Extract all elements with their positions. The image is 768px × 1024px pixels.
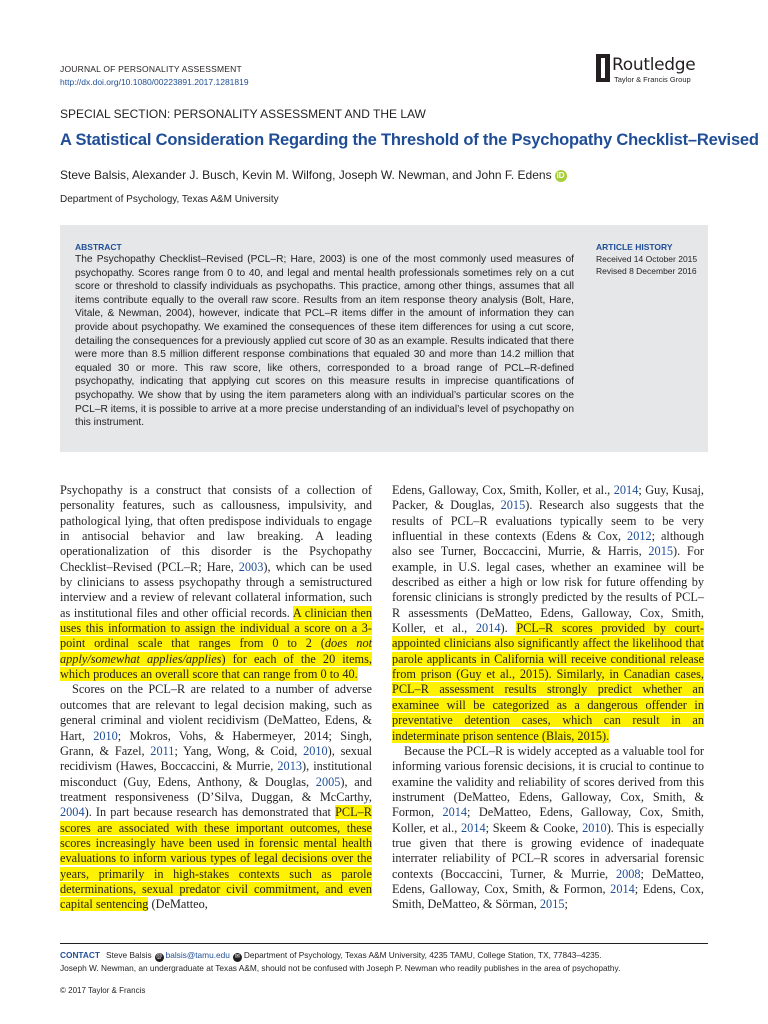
- text-run: ; although also see Turner, Boccaccini, Murrie, & Harris,: [392, 529, 705, 559]
- citation-link[interactable]: 2014: [461, 820, 486, 835]
- text-run: ; Mokros, Vohs, & Habermeyer, 2014; Singh, Grann, & Fazel,: [60, 728, 373, 758]
- copyright: © 2017 Taylor & Francis: [60, 986, 146, 995]
- text-run: Because the PCL–R is widely accepted as a valuable tool for informing various forensic decisions, it is crucial to continue to examine the validity and reliability of scores derived from this instrument (DeMatteo, Edens, Galloway, Cox, Smith, & Formon,: [392, 743, 704, 820]
- text-run: ) for each of the 20 items, which produces an overall score that can range from 0 to 40.: [60, 651, 372, 682]
- text-run: ). Research also suggests that the results of PCL–R evaluations typically seem to be very influential in these contexts (Edens & Cox,: [392, 498, 704, 544]
- highlighted-text: PCL–R scores provided by court-appointed clinicians also significantly affect the likelihood that parole applicants in California will receive conditional release from prison (Guy et al., 2015). Similarly, in Canadian cases, PCL–R assessment results strongly predict whether an examinee will be categorized as a dangerous offender in preventative detention cases, which can result in an indeterminate prison sentence (Blais, 2015).: [392, 621, 704, 743]
- highlighted-text: PCL–R scores are associated with these important outcomes, these scores increasingly have been used in forensic mental health evaluations to inform various types of legal decisions over the years, primarily in high-stakes contexts such as parole determinations, sexual predator civil commitment, and even capital sentencing: [60, 805, 372, 912]
- citation-link[interactable]: 2010: [93, 728, 118, 743]
- citation-link[interactable]: 2005: [315, 774, 341, 789]
- citation-link[interactable]: 2014: [610, 881, 635, 896]
- footer-divider: [60, 943, 708, 944]
- body-column-right: [392, 483, 704, 913]
- paragraph: [392, 483, 704, 744]
- doi-link[interactable]: http://dx.doi.org/10.1080/00223891.2017.1281819: [60, 77, 249, 87]
- paragraph: [392, 744, 704, 913]
- text-run: ; Yang, Wong, & Coid,: [174, 743, 304, 758]
- citation-link[interactable]: 2011: [150, 743, 175, 758]
- contact-name: Steve Balsis: [105, 950, 152, 960]
- text-run: ), which can be used by clinicians to assess psychopathy through a semistructured interview and a review of relevant collateral information, such as institutional files and other official records.: [60, 559, 372, 620]
- section-heading: SPECIAL SECTION: PERSONALITY ASSESSMENT AND THE LAW: [60, 107, 426, 121]
- publisher-subbrand: Taylor & Francis Group: [614, 75, 691, 84]
- citation-link[interactable]: 2008: [615, 866, 641, 881]
- text-run: Psychopathy is a construct that consists of a collection of personality features, such as callousness, impulsivity, and pathological lying, that often predispose individuals to engage in antisocial behavior and law breaking. A leading operationalization of this disorder is the Psychopathy Checklist–Revised (PCL–R; Hare,: [60, 483, 372, 574]
- text-run: A clinician then uses this information to assign the individual a score on a 3-point ordinal scale that ranges from 0 to 2 (: [60, 605, 373, 651]
- text-run: ), institutional misconduct (Guy, Edens, Anthony, & Douglas,: [60, 759, 372, 789]
- citation-link[interactable]: 2014: [475, 621, 501, 636]
- text-run: Edens, Galloway, Cox, Smith, Koller, et al.,: [392, 483, 614, 497]
- citation-link[interactable]: 2014: [613, 483, 639, 497]
- citation-link[interactable]: 2015: [500, 498, 526, 513]
- publisher-brand: Routledge: [612, 55, 696, 75]
- text-run: ; DeMatteo, Edens, Galloway, Cox, Smith, Koller, et al.,: [392, 805, 704, 835]
- citation-link[interactable]: 2010: [582, 820, 607, 835]
- citation-link[interactable]: 2013: [277, 759, 302, 774]
- abstract-text: The Psychopathy Checklist–Revised (PCL–R; Hare, 2003) is one of the most commonly used measures of psychopathy. Scores range from 0 to 40, and legal and mental health professionals sometimes rely on a cut score or threshold to classify individuals as psychopaths. This practice, among other things, assumes that all items contribute equally to the overall raw score. Results from an item response theory analysis (Bolt, Hare, Vitale, & Newman, 2004), however, indicate that PCL–R items differ in the amount of information they can provide about psychopathy. We examined the consequences of these item differences for using a cut score, detailing the consequences for a previously applied cut score of 30 as an example. Results indicated that there were more than 8.5 million different response combinations that equaled 30 and more than 14.2 million that equaled 30 or more. This raw score, like others, corresponded to a broad range of PCL–R-defined psychopathy, indicating that applying cut scores on this measure results in imprecise quantifications of psychopathy. We show that by using the item parameters along with an individual’s particular scores on the PCL–R items, it is possible to arrive at a more precise understanding of an individual’s level of psychopathy on this instrument.: [75, 254, 574, 429]
- article-title: A Statistical Consideration Regarding the Threshold of the Psychopathy Checklist–Revised: [60, 131, 759, 149]
- text-run: ; Guy, Kusaj, Packer, & Douglas,: [392, 483, 705, 513]
- body-column-left: [60, 483, 372, 913]
- affiliation: Department of Psychology, Texas A&M University: [60, 194, 279, 205]
- authors-text: Steve Balsis, Alexander J. Busch, Kevin M. Wilfong, Joseph W. Newman, and John F. Edens: [60, 168, 552, 182]
- citation-link[interactable]: 2015: [539, 897, 565, 912]
- journal-name: JOURNAL OF PERSONALITY ASSESSMENT: [60, 64, 242, 74]
- author-list: [60, 168, 567, 182]
- received-date: Received 14 October 2015: [596, 254, 698, 264]
- citation-link[interactable]: 2012: [627, 529, 652, 544]
- citation-link[interactable]: 2003: [238, 559, 264, 574]
- text-run: ; DeMatteo, Edens, Galloway, Cox, Smith, & Formon,: [392, 866, 704, 896]
- publisher-logo: [596, 54, 712, 84]
- text-run: ), and treatment responsiveness (D’Silva, Duggan, & McCarthy,: [60, 774, 373, 804]
- article-history-label: ARTICLE HISTORY: [596, 242, 673, 252]
- orcid-icon[interactable]: iD: [556, 171, 565, 180]
- italic-text: does not apply/somewhat applies/applies: [60, 636, 373, 666]
- text-run: ).: [500, 621, 517, 636]
- citation-link[interactable]: 2014: [442, 805, 468, 820]
- contact-line: [60, 950, 602, 962]
- citation-link[interactable]: 2010: [303, 743, 328, 758]
- text-run: ). For example, in U.S. legal cases, whether an examinee will be described as either a high or low risk for future offending by forensic clinicians is strongly predicted by the results of PCL–R assessments (DeMatteo, Edens, Galloway, Cox, Smith, Koller, et al.,: [392, 544, 704, 636]
- contact-email[interactable]: balsis@tamu.edu: [165, 950, 230, 960]
- email-icon: @: [156, 954, 163, 960]
- text-run: (DeMatteo,: [148, 897, 208, 912]
- text-run: ; Skeem & Cooke,: [485, 820, 583, 835]
- routledge-logo-icon: [596, 54, 610, 82]
- contact-address: Department of Psychology, Texas A&M University, 4235 TAMU, College Station, TX, 77843–4235.: [243, 950, 602, 960]
- text-run: Scores on the PCL–R are related to a number of adverse outcomes that are relevant to legal decision making, such as general criminal and violent recidivism (DeMatteo, Edens, & Hart,: [60, 682, 372, 743]
- mail-icon: ✉: [234, 954, 240, 960]
- text-run: ; Edens, Cox, Smith, DeMatteo, & Sörman,: [392, 881, 704, 912]
- text-run: ), sexual recidivism (Hawes, Boccaccini, & Murrie,: [60, 743, 372, 774]
- paragraph: [60, 682, 372, 912]
- contact-label: CONTACT: [60, 950, 100, 960]
- text-run: ). In part because research has demonstrated that: [84, 805, 336, 820]
- paragraph: [60, 483, 372, 682]
- revised-date: Revised 8 December 2016: [596, 266, 697, 276]
- abstract-label: ABSTRACT: [75, 242, 122, 252]
- citation-link[interactable]: 2004: [60, 805, 85, 820]
- citation-link[interactable]: 2015: [648, 544, 673, 559]
- text-run: ). This is especially true given that there is growing evidence of inadequate interrater reliability of PCL–R scores in adversarial forensic contexts (Boccaccini, Turner, & Murrie,: [392, 820, 704, 881]
- footnote: Joseph W. Newman, an undergraduate at Texas A&M, should not be confused with Joseph P. Newman who readily publishes in the area of psychopathy.: [60, 963, 621, 973]
- text-run: ;: [564, 897, 568, 912]
